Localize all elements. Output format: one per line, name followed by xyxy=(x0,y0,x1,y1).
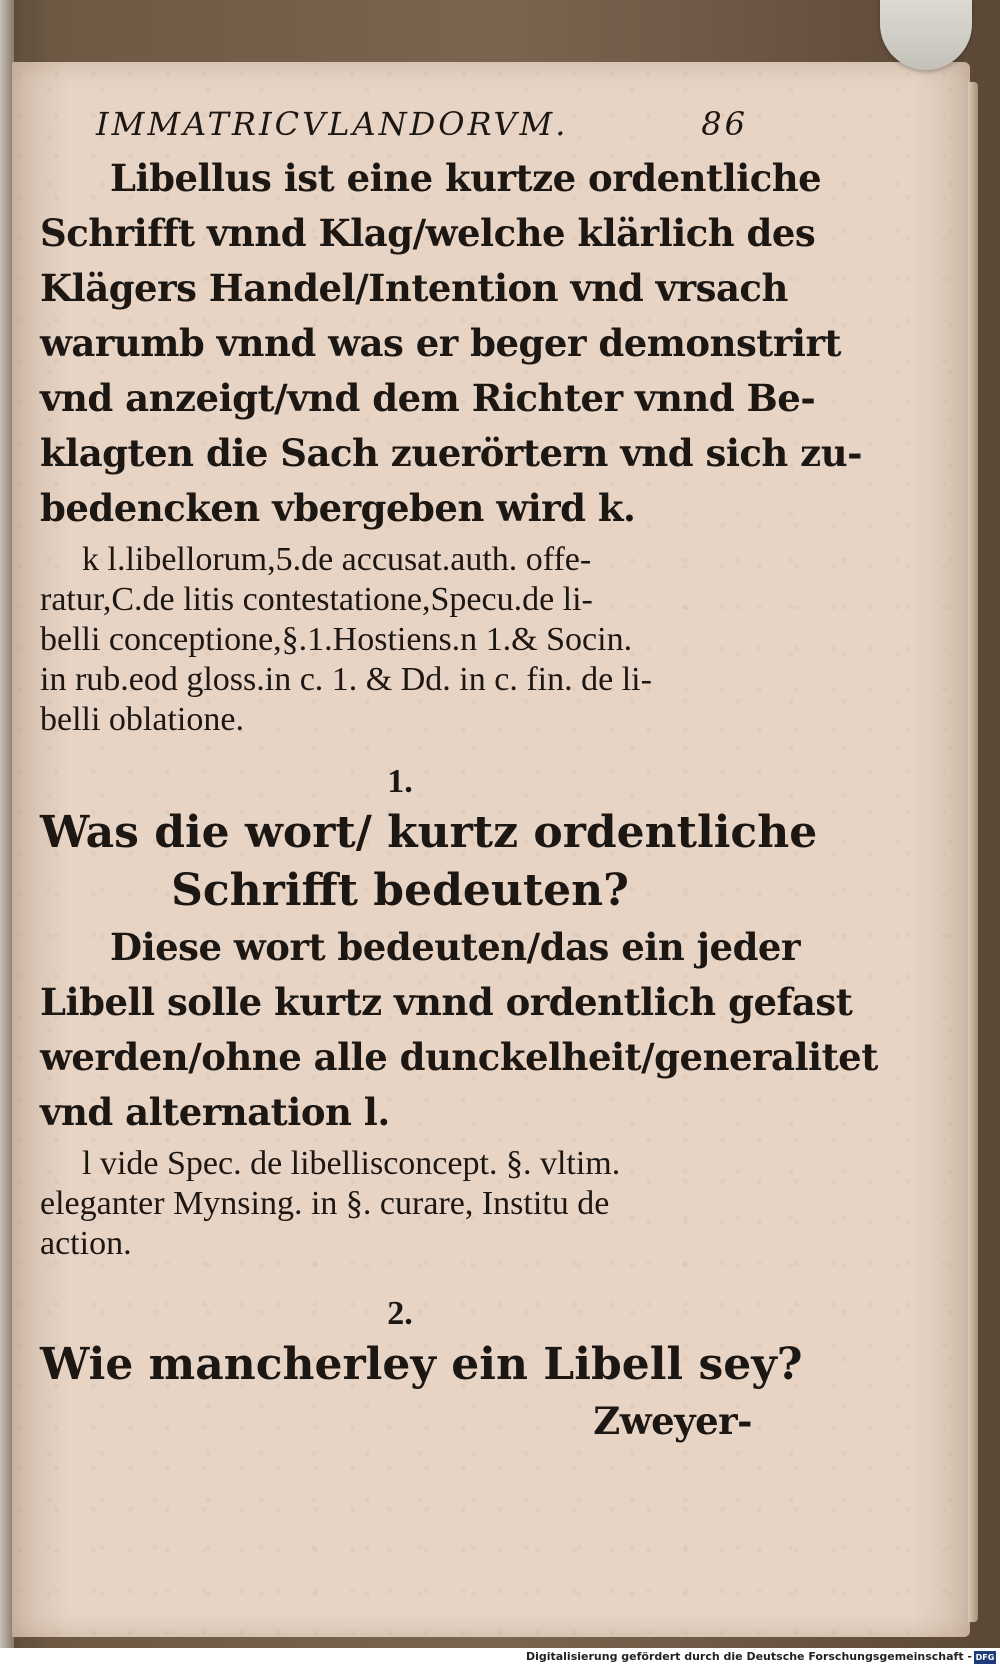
footnote-l xyxy=(40,1144,760,1264)
footer-credit: Digitalisierung gefördert durch die Deutsche Forschungsgemeinschaft - xyxy=(525,1650,972,1663)
definition-line: vnd anzeigt/vnd dem Richter vnnd Be- xyxy=(40,376,816,420)
footnote-line: eleganter Mynsing. in §. curare, Institu de xyxy=(40,1185,610,1222)
running-header-title: IMMATRICVLANDORVM. xyxy=(96,105,569,143)
definition-line: Libellus ist eine kurtze ordentliche xyxy=(110,156,822,200)
heading-line: Was die wort/ kurtz ordentliche xyxy=(40,807,818,858)
footnote-line: belli conceptione,§.1.Hostiens.n 1.& Socin. xyxy=(40,621,633,658)
body-line: vnd alternation l. xyxy=(40,1090,390,1134)
definition-line: Schrifft vnnd Klag/welche klärlich des xyxy=(40,211,816,255)
footnote-line: belli oblatione. xyxy=(40,701,244,738)
section-heading xyxy=(40,804,818,920)
section-number: 2. xyxy=(387,1295,413,1332)
page-number: 86 xyxy=(701,105,748,143)
running-header xyxy=(96,105,748,143)
page-text xyxy=(40,105,878,1449)
footnote-line: l vide Spec. de libellisconcept. §. vltim. xyxy=(82,1145,621,1182)
footnote-line: action. xyxy=(40,1225,132,1262)
definition-line: bedencken vbergeben wird k. xyxy=(40,486,636,530)
digitization-footer xyxy=(0,1648,1000,1668)
definition-line: Klägers Handel/Intention vnd vrsach xyxy=(40,266,788,310)
page-edge xyxy=(968,82,978,1622)
section-heading: Wie mancherley ein Libell sey? xyxy=(40,1339,803,1390)
heading-line: Schrifft bedeuten? xyxy=(171,865,629,916)
body-line: Diese wort bedeuten/das ein jeder xyxy=(110,925,800,969)
footnote-line: in rub.eod gloss.in c. 1. & Dd. in c. fin. de li- xyxy=(40,661,652,698)
definition-line: warumb vnnd was er beger demonstrirt xyxy=(40,321,842,365)
catchword: Zweyer- xyxy=(593,1399,752,1443)
footnote-line: ratur,C.de litis contestatione,Specu.de li- xyxy=(40,581,593,618)
definition-paragraph xyxy=(40,151,862,536)
section-body xyxy=(40,920,878,1140)
footnote-k xyxy=(40,540,760,740)
body-line: Libell solle kurtz vnnd ordentlich gefast xyxy=(40,980,853,1024)
section-number: 1. xyxy=(387,763,413,800)
footnote-line: k l.libellorum,5.de accusat.auth. offe- xyxy=(82,541,592,578)
definition-line: klagten die Sach zuerörtern vnd sich zu- xyxy=(40,431,862,475)
dfg-logo-icon: DFG xyxy=(975,1653,995,1662)
body-line: werden/ohne alle dunckelheit/generalitet xyxy=(40,1035,878,1079)
